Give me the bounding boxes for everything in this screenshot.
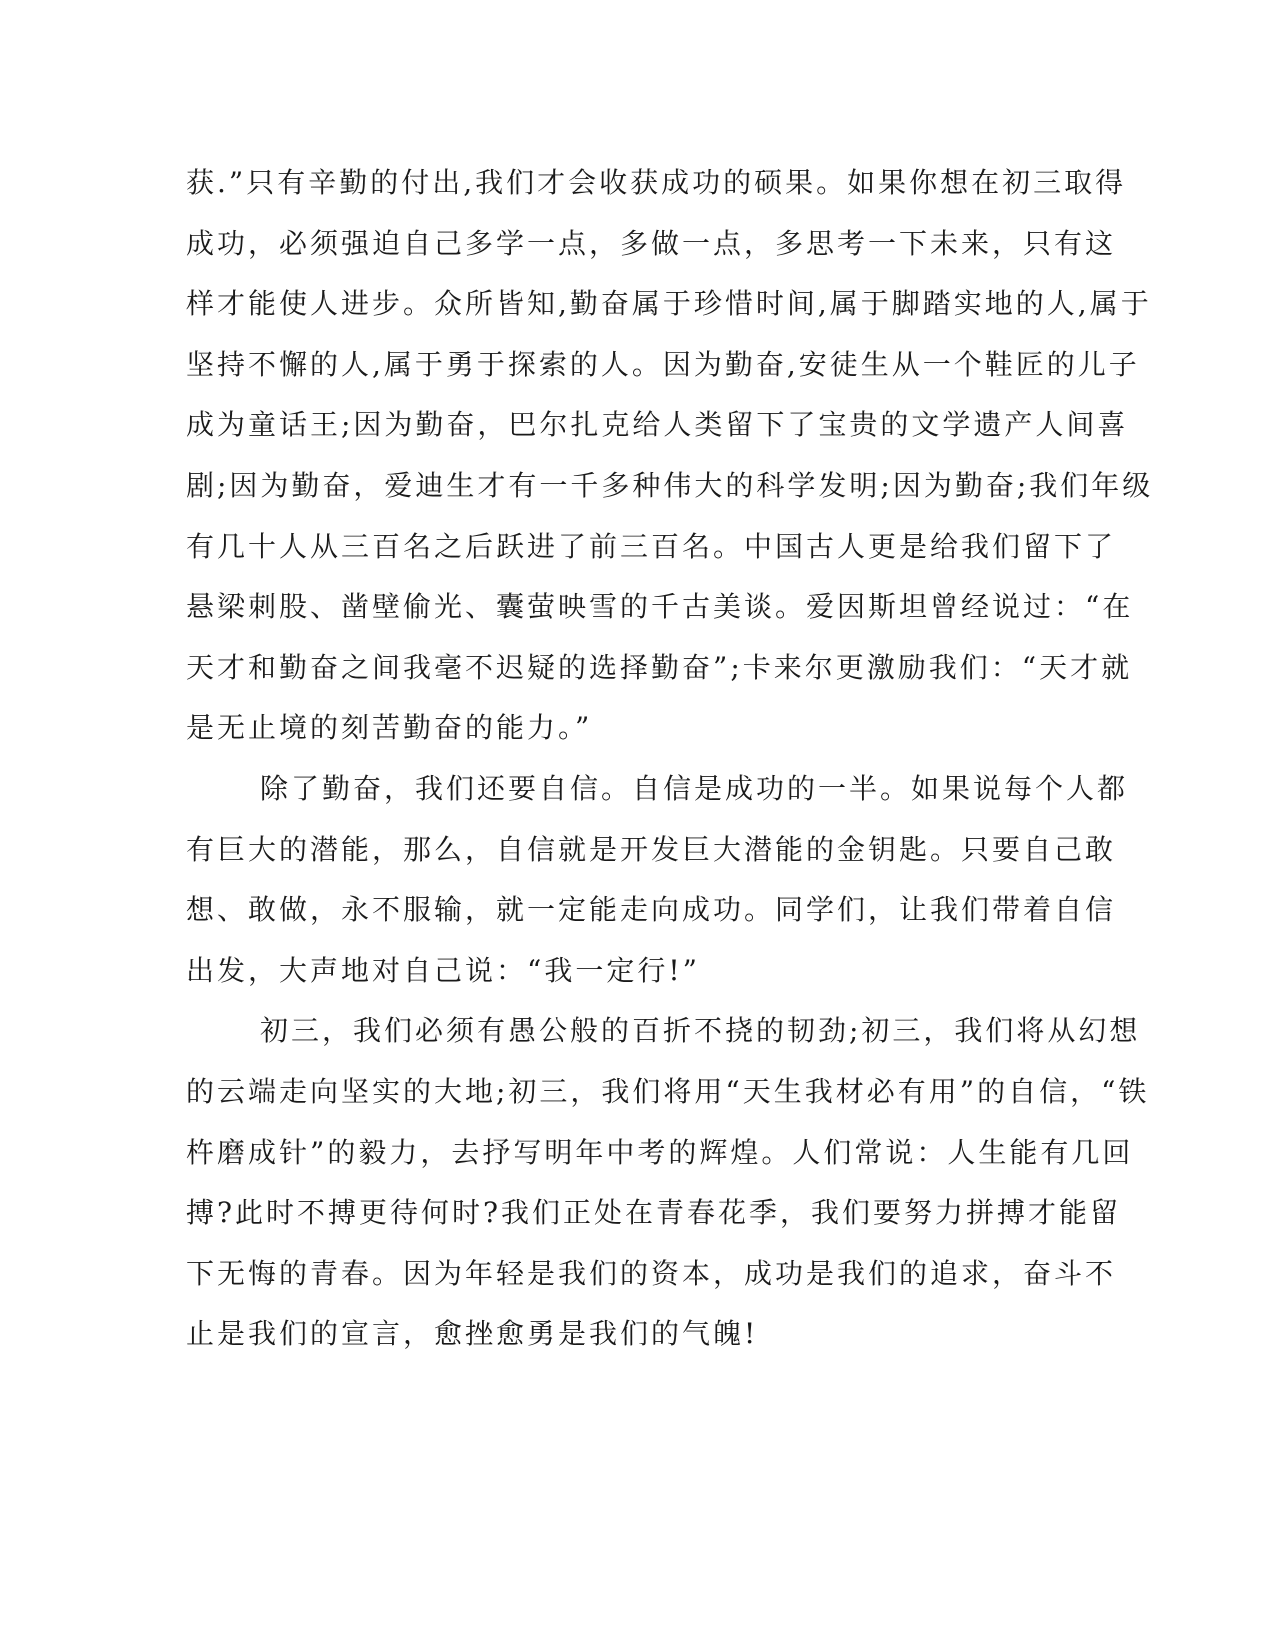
text-line: 坚持不懈的人,属于勇于探索的人。因为勤奋,安徒生从一个鞋匠的儿子	[186, 347, 1140, 381]
text-line: 的云端走向坚实的大地;初三，我们将用“天生我材必有用”的自信，“铁	[186, 1074, 1150, 1108]
text-line: 除了勤奋，我们还要自信。自信是成功的一半。如果说每个人都	[260, 771, 1129, 805]
text-line: 悬梁刺股、凿壁偷光、囊萤映雪的千古美谈。爱因斯坦曾经说过：“在	[186, 590, 1134, 624]
text-line: 获.”只有辛勤的付出,我们才会收获成功的硕果。如果你想在初三取得	[186, 166, 1127, 199]
text-line: 想、敢做，永不服输，就一定能走向成功。同学们，让我们带着自信	[186, 893, 1117, 927]
paragraph-1	[186, 163, 1154, 769]
text-line: 是无止境的刻苦勤奋的能力。”	[186, 711, 593, 745]
text-line: 初三，我们必须有愚公般的百折不挠的韧劲;初三，我们将从幻想	[260, 1014, 1141, 1048]
text-line: 天才和勤奋之间我毫不迟疑的选择勤奋”;卡来尔更激励我们：“天才就	[186, 650, 1133, 684]
text-line: 样才能使人进步。众所皆知,勤奋属于珍惜时间,属于脚踏实地的人,属于	[186, 287, 1152, 321]
text-line: 成功，必须强迫自己多学一点，多做一点，多思考一下未来，只有这	[186, 226, 1117, 260]
text-line: 有几十人从三百名之后跃进了前三百名。中国古人更是给我们留下了	[186, 529, 1117, 563]
text-line: 下无悔的青春。因为年轻是我们的资本，成功是我们的追求，奋斗不	[186, 1256, 1117, 1290]
text-line: 止是我们的宣言，愈挫愈勇是我们的气魄!	[186, 1317, 759, 1351]
document-body	[186, 163, 1154, 1375]
paragraph-2	[186, 769, 1129, 1011]
text-line: 出发，大声地对自己说：“我一定行!”	[186, 953, 700, 987]
paragraph-3	[186, 1011, 1150, 1375]
text-line: 搏?此时不搏更待何时?我们正处在青春花季，我们要努力拼搏才能留	[186, 1196, 1122, 1230]
text-line: 有巨大的潜能，那么，自信就是开发巨大潜能的金钥匙。只要自己敢	[186, 832, 1117, 866]
text-line: 杵磨成针”的毅力，去抒写明年中考的辉煌。人们常说：人生能有几回	[186, 1135, 1134, 1169]
text-line: 成为童话王;因为勤奋，巴尔扎克给人类留下了宝贵的文学遗产人间喜	[186, 408, 1129, 442]
text-line: 剧;因为勤奋，爱迪生才有一千多种伟大的科学发明;因为勤奋;我们年级	[186, 468, 1154, 502]
